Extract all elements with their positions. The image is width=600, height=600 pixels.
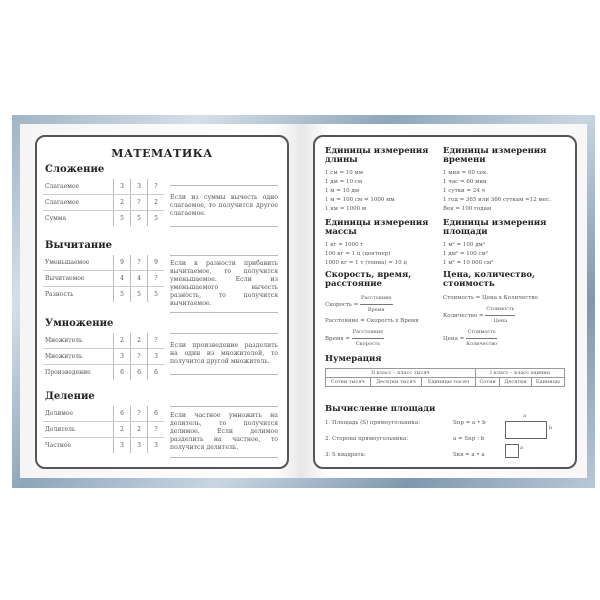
mass-units-heading: Единицы измерения массы <box>325 218 429 237</box>
rectangle-side-b: b <box>549 425 553 431</box>
row-label: Сумма <box>45 215 67 222</box>
mass-units-list <box>325 241 407 268</box>
formula-lhs: Скорость = <box>325 302 359 308</box>
right-frame <box>313 135 577 469</box>
denominator: Время <box>367 307 385 313</box>
addition-table <box>43 179 164 226</box>
time-units-heading: Единицы измерения времени <box>443 146 547 165</box>
list-item: 1 м² = 100 дм² <box>443 242 485 248</box>
list-item: 1000 кг = 1 т (тонна) = 10 ц <box>325 260 407 266</box>
list-item: 1 кг = 1000 г <box>325 242 364 248</box>
table-row <box>326 369 565 378</box>
cell: 5 <box>114 287 131 303</box>
row-label: Множитель <box>43 349 114 365</box>
cell: 5 <box>114 211 131 227</box>
area-row-formula: Sкв = a • a <box>453 452 485 458</box>
table-row <box>326 378 565 387</box>
cell: 6 <box>114 365 131 381</box>
cell: 6 <box>148 365 165 381</box>
formula-cost: Стоимость = Цена х Количество <box>443 295 538 301</box>
area-units-list <box>443 241 493 268</box>
numerator: Стоимость <box>466 327 497 339</box>
formula-price <box>443 327 538 350</box>
cell: 2 <box>131 422 148 438</box>
area-row-label: 3. S квадрата: <box>325 452 366 458</box>
numerator: Расстояние <box>352 327 385 339</box>
cell: 2 <box>114 422 131 438</box>
time-units-list <box>443 169 551 214</box>
list-item: 1 мин = 60 сек. <box>443 170 489 176</box>
cell: Сотни тысяч <box>326 378 371 387</box>
row-label: Вычитаемое <box>43 271 114 287</box>
section-heading-subtraction: Вычитание <box>45 240 112 251</box>
fraction <box>485 304 515 327</box>
division-rule: Если частное умножить на делитель, то получится делимое. Если делимое разделить на частное, то получится делитель. <box>170 406 278 458</box>
cell: 5 <box>148 287 165 303</box>
formula-lhs: Время = <box>325 336 350 342</box>
cell: 6 <box>148 406 165 422</box>
cell: ? <box>131 195 148 211</box>
numerator: Стоимость <box>485 304 515 316</box>
row-label: Уменьшаемое <box>43 255 114 271</box>
cell: 4 <box>114 271 131 287</box>
table-row <box>43 438 164 454</box>
cell: ? <box>148 422 165 438</box>
cell: 2 <box>114 195 131 211</box>
cell: 3 <box>114 438 131 454</box>
list-item: 1 дм² = 100 см² <box>443 251 489 257</box>
cell: 4 <box>131 271 148 287</box>
table-row <box>43 271 164 287</box>
cell: 3 <box>114 179 131 195</box>
price-formulas <box>443 293 538 350</box>
area-row-label: 2. Сторона прямоугольника: <box>325 436 409 442</box>
cell: Единицы <box>531 378 564 387</box>
list-item: Век = 100 годам <box>443 206 492 212</box>
formula-lhs: Цена = <box>443 336 465 342</box>
list-item: 1 м = 100 см = 1000 мм <box>325 197 395 203</box>
row-label: Делимое <box>43 406 114 422</box>
row-label: Множитель <box>43 333 114 349</box>
division-table <box>43 406 164 453</box>
list-item: 1 м = 10 дм <box>325 188 360 194</box>
square-side-a: a <box>520 445 523 451</box>
formula-distance: Расстояние = Скорость х Время <box>325 318 419 324</box>
section-heading-division: Деление <box>45 391 95 402</box>
formula-time <box>325 327 419 350</box>
subtraction-table <box>43 255 164 302</box>
subtraction-rule: Если к разности прибавить вычитаемое, то получится уменьшаемое. Если из уменьшаемого вычесть разность, то получится вычитаемое. <box>170 255 278 313</box>
formula-lhs: Количество = <box>443 313 484 319</box>
row-label: Частное <box>45 442 72 449</box>
fraction <box>352 327 385 350</box>
area-row-label: 1. Площадь (S) прямоугольника: <box>325 420 420 426</box>
table-row <box>43 349 164 365</box>
row-label: Разность <box>45 291 74 298</box>
cell: 5 <box>148 211 165 227</box>
list-item: 1 см = 10 мм <box>325 170 364 176</box>
list-item: 1 год = 365 или 366 суткам =12 мес. <box>443 197 551 203</box>
table-row <box>43 211 164 227</box>
list-item: 1 м² = 10 000 см² <box>443 260 494 266</box>
table-row <box>43 422 164 438</box>
cell: ? <box>148 271 165 287</box>
cell: Единицы тысяч <box>422 378 476 387</box>
formula-quantity <box>443 304 538 327</box>
cell: 2 <box>148 195 165 211</box>
length-units-list <box>325 169 395 214</box>
area-units-heading: Единицы измерения площади <box>443 218 547 237</box>
fraction <box>360 293 393 316</box>
multiplication-rule: Если произведение разделить на один из множителей, то получится другой множитель. <box>170 333 278 375</box>
table-row <box>43 365 164 381</box>
row-label: Слагаемое <box>43 179 114 195</box>
row-label: Делитель <box>43 422 114 438</box>
cell: ? <box>148 179 165 195</box>
length-units-heading: Единицы измерения длины <box>325 146 429 165</box>
cell: 9 <box>114 255 131 271</box>
class-units: I класс – класс единиц <box>475 369 564 378</box>
numeration-table <box>325 368 565 387</box>
numerator: Расстояние <box>360 293 393 305</box>
multiplication-table <box>43 333 164 380</box>
list-item: 1 км = 1000 м <box>325 206 367 212</box>
left-frame <box>35 135 289 469</box>
cell: 3 <box>131 438 148 454</box>
cell: 2 <box>131 333 148 349</box>
page-title: МАТЕМАТИКА <box>111 147 213 160</box>
formula-speed <box>325 293 419 316</box>
section-heading-addition: Сложение <box>45 164 105 175</box>
square-diagram <box>505 444 519 458</box>
denominator: Количество <box>466 341 498 347</box>
cell: 3 <box>131 179 148 195</box>
cell: Сотни <box>475 378 499 387</box>
table-row <box>43 255 164 271</box>
section-heading-multiplication: Умножение <box>45 318 114 329</box>
cell: ? <box>131 406 148 422</box>
area-row-formula: Sпр = a • b <box>453 420 486 426</box>
area-row-formula: a = Sпр : b <box>453 436 485 442</box>
speed-formulas <box>325 293 419 350</box>
list-item: 1 час = 60 мин <box>443 179 487 185</box>
table-row <box>43 287 164 303</box>
list-item: 100 кг = 1 ц (центнер) <box>325 251 391 257</box>
rectangle-side-a: a <box>523 413 526 419</box>
cell: 6 <box>131 365 148 381</box>
rectangle-diagram <box>505 421 547 439</box>
row-label: Произведение <box>45 369 91 376</box>
addition-rule: Если из суммы вычесть одно слагаемое, то получится другое слагаемое. <box>170 185 278 227</box>
class-thousands: II класс – класс тысяч <box>326 369 476 378</box>
cell: 9 <box>148 255 165 271</box>
area-calc-heading: Вычисление площади <box>325 404 436 414</box>
cell: Десятки тысяч <box>370 378 422 387</box>
price-heading: Цена, количество, стоимость <box>443 270 535 289</box>
speed-heading: Скорость, время, расстояние <box>325 270 412 289</box>
cell: 6 <box>114 406 131 422</box>
cell: ? <box>131 349 148 365</box>
list-item: 1 дм = 10 см <box>325 179 363 185</box>
fraction <box>466 327 497 350</box>
cell: 5 <box>131 211 148 227</box>
cell: 3 <box>148 438 165 454</box>
table-row <box>43 195 164 211</box>
cell: 5 <box>131 287 148 303</box>
denominator: Скорость <box>355 341 381 347</box>
table-row <box>43 333 164 349</box>
cell: ? <box>131 255 148 271</box>
cell: ? <box>148 333 165 349</box>
numeration-heading: Нумерация <box>325 354 382 364</box>
denominator: Цена <box>493 318 508 324</box>
cell: Десятки <box>500 378 531 387</box>
cell: 3 <box>148 349 165 365</box>
cell: 3 <box>114 349 131 365</box>
row-label: Слагаемое <box>43 195 114 211</box>
table-row <box>43 179 164 195</box>
table-row <box>43 406 164 422</box>
list-item: 1 сутки = 24 ч <box>443 188 486 194</box>
cell: 2 <box>114 333 131 349</box>
